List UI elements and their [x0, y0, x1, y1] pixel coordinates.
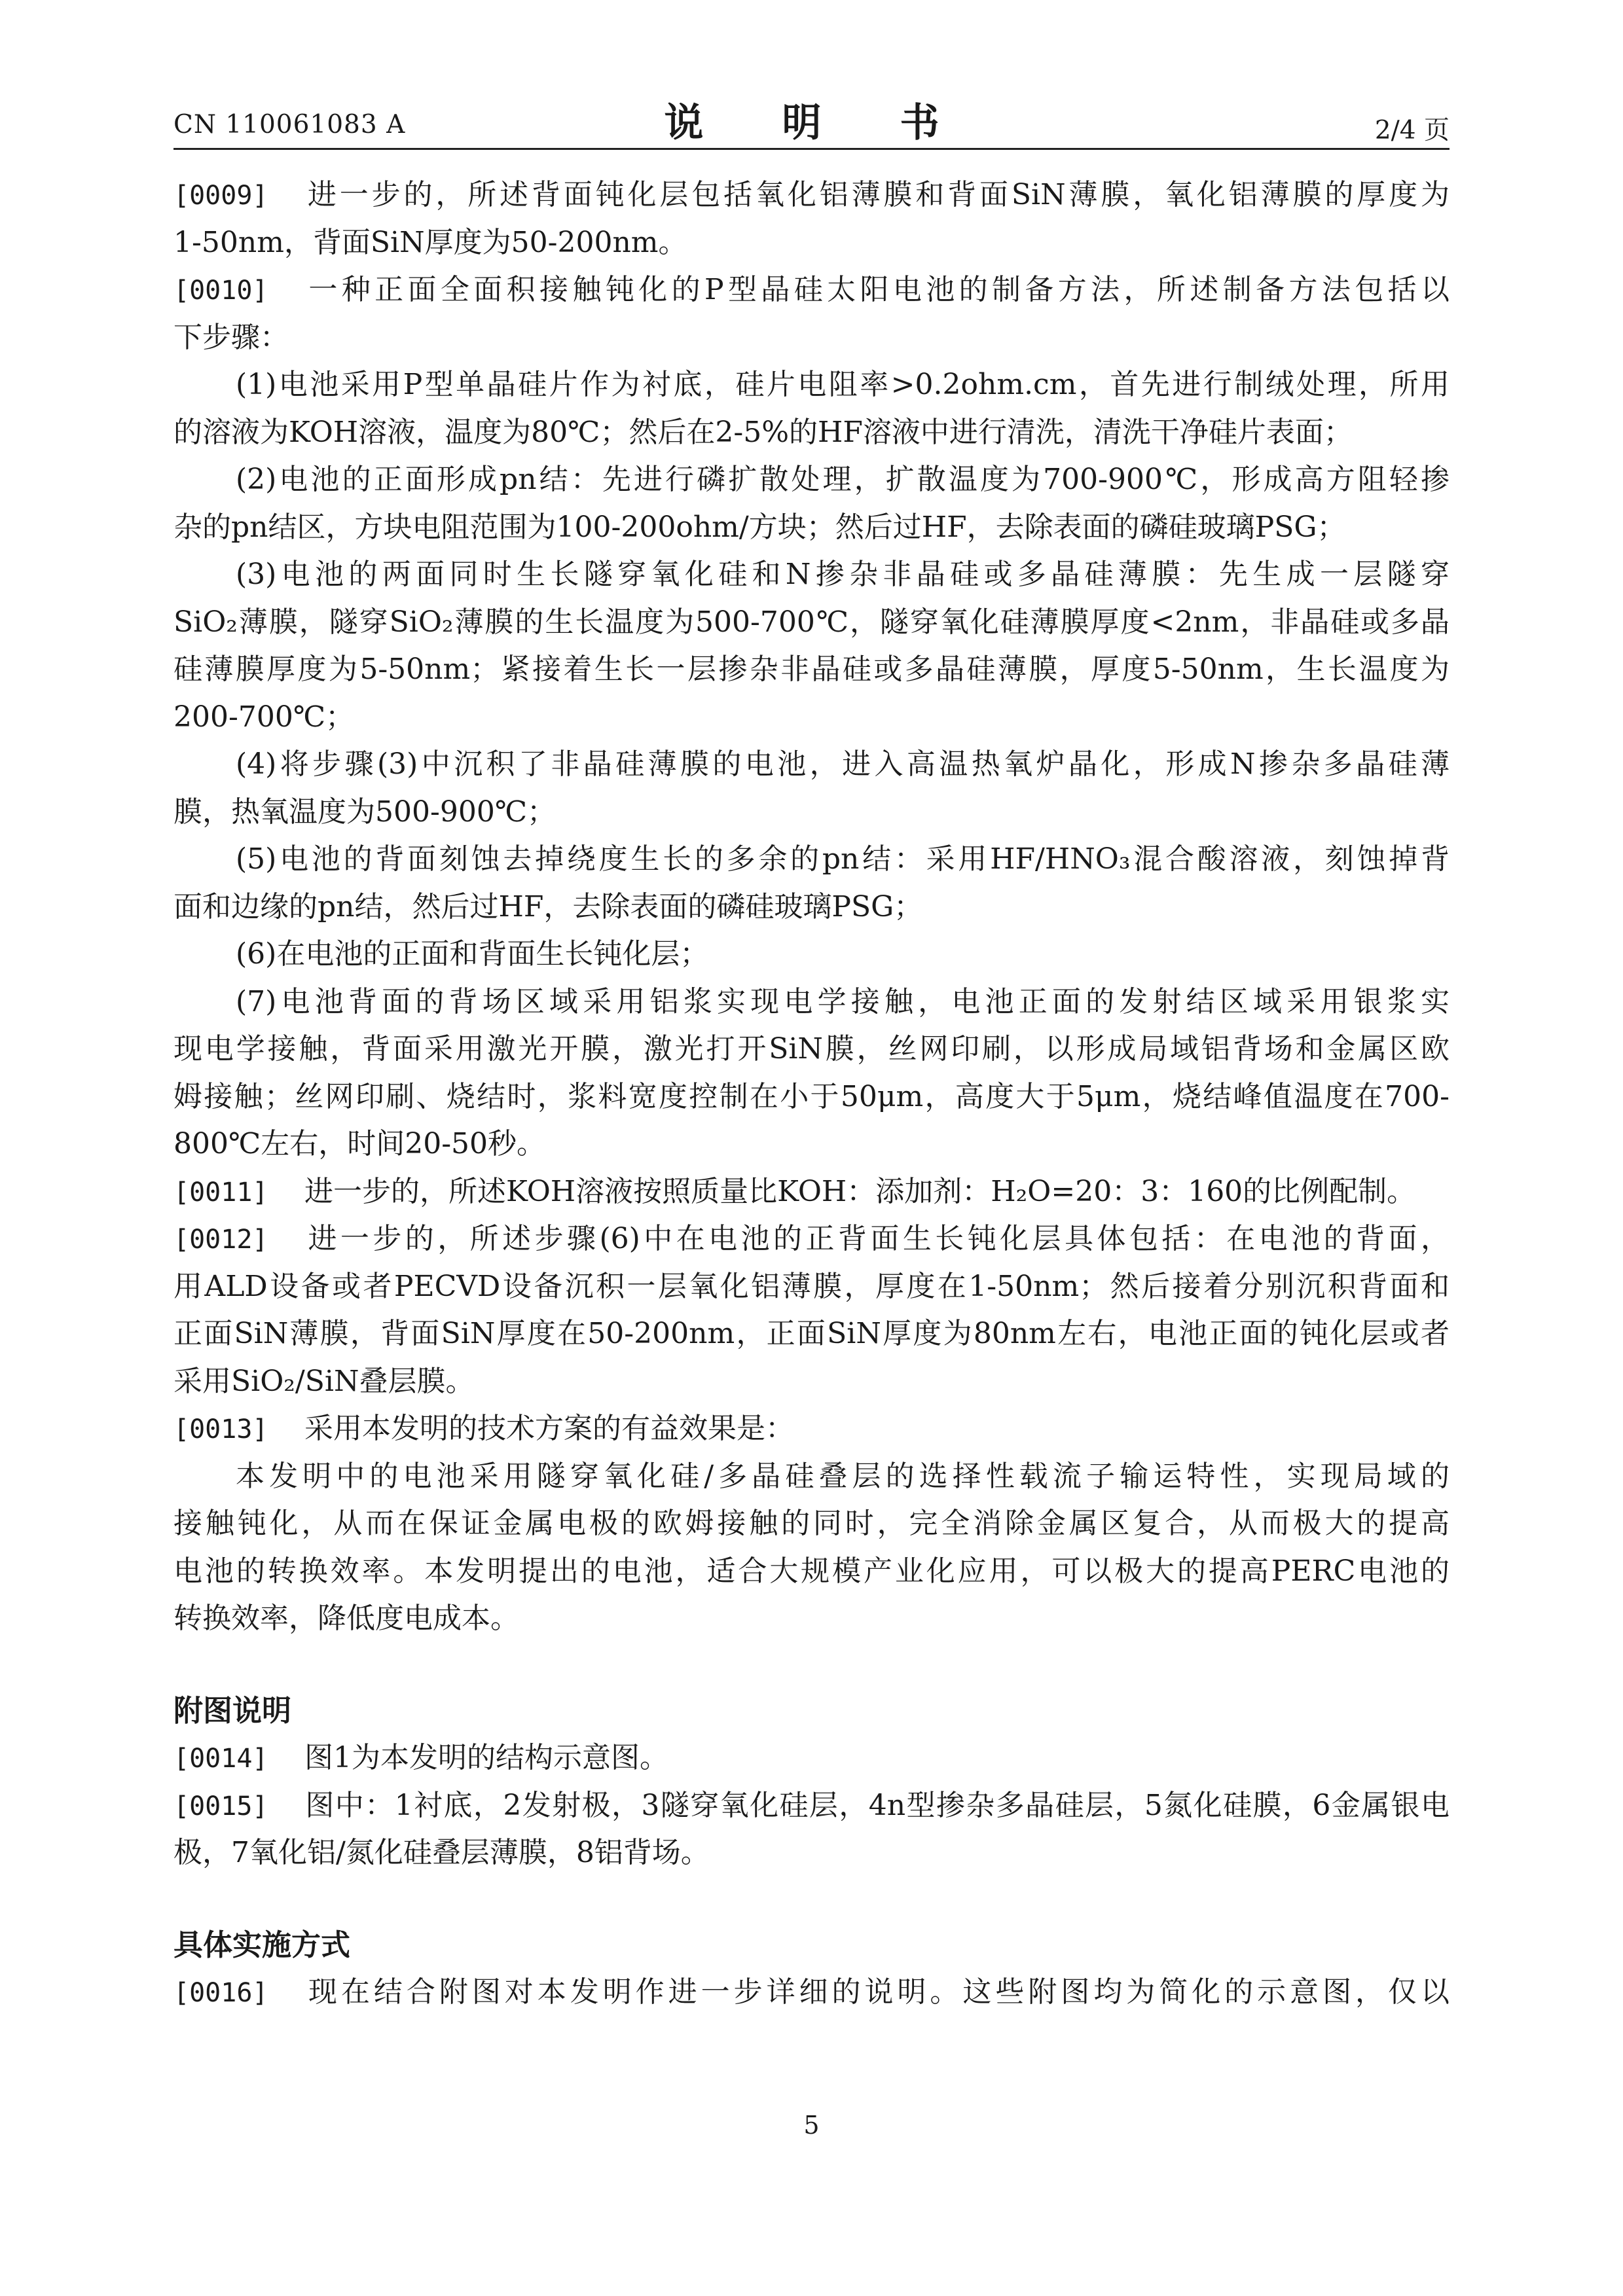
line-text: 姆接触；丝网印刷、烧结时，浆料宽度控制在小于50μm，高度大于5μm，烧结峰值温度在700-: [173, 1079, 1450, 1113]
line-text: 1-50nm，背面SiN厚度为50-200nm。: [173, 225, 687, 259]
text-line: [173, 551, 1450, 599]
text-line: [173, 1358, 1450, 1406]
text-line: [173, 1026, 1450, 1073]
text-line: [173, 1405, 1450, 1453]
text-line: [173, 931, 1450, 978]
line-text: 采用SiO₂/SiN叠层膜。: [173, 1364, 475, 1398]
text-line: [173, 504, 1450, 552]
text-line: [173, 789, 1450, 836]
text-line: [173, 219, 1450, 267]
text-line: [173, 741, 1450, 789]
section-gap: [173, 1643, 1450, 1687]
paragraph-number: [0015]: [173, 1791, 268, 1821]
line-text: 进一步的，所述步骤(6)中在电池的正背面生长钝化层具体包括：在电池的背面，: [304, 1222, 1450, 1255]
line-text: 用ALD设备或者PECVD设备沉积一层氧化铝薄膜，厚度在1-50nm；然后接着分别沉积背面和: [173, 1269, 1450, 1303]
text-line: [173, 1829, 1450, 1877]
text-line: [173, 646, 1450, 694]
line-text: 面和边缘的pn结，然后过HF，去除表面的磷硅玻璃PSG；: [173, 889, 923, 924]
paragraph-number: [0012]: [173, 1225, 268, 1255]
paragraph-number: [0013]: [173, 1414, 268, 1444]
page-number: 5: [803, 2111, 820, 2140]
text-line: [173, 1215, 1450, 1263]
line-text: 图1为本发明的结构示意图。: [304, 1741, 668, 1774]
line-text: 800℃左右，时间20-50秒。: [173, 1127, 546, 1160]
section-heading: 附图说明: [173, 1693, 292, 1728]
line-text: 电池的转换效率。本发明提出的电池，适合大规模产业化应用，可以极大的提高PERC电池的: [173, 1554, 1450, 1588]
text-line: [173, 1263, 1450, 1311]
section-heading: 具体实施方式: [173, 1927, 351, 1962]
text-line: [173, 171, 1450, 219]
paragraph-number: [0010]: [173, 276, 268, 306]
doc-id: CN 110061083 A: [173, 110, 406, 139]
text-line: [173, 456, 1450, 504]
line-text: 的溶液为KOH溶液，温度为80℃；然后在2-5%的HF溶液中进行清洗，清洗干净硅片表面；: [173, 415, 1353, 449]
document-body: [173, 171, 1450, 2017]
text-line: [173, 978, 1450, 1026]
text-line: [173, 1310, 1450, 1358]
line-text: 下步骤：: [173, 320, 289, 354]
line-text: 200-700℃；: [173, 700, 355, 734]
line-text: 一种正面全面积接触钝化的P型晶硅太阳电池的制备方法，所述制备方法包括以: [304, 273, 1450, 306]
line-text: 极，7氧化铝/氮化硅叠层薄膜，8铝背场。: [173, 1836, 710, 1869]
text-line: [173, 1121, 1450, 1168]
line-text: SiO₂薄膜，隧穿SiO₂薄膜的生长温度为500-700℃，隧穿氧化硅薄膜厚度<2nm，非晶硅或多晶: [173, 605, 1450, 639]
text-line: [173, 409, 1450, 457]
line-text: 转换效率，降低度电成本。: [173, 1602, 519, 1635]
text-line: [173, 1595, 1450, 1643]
line-text: 进一步的，所述KOH溶液按照质量比KOH：添加剂：H₂O=20：3：160的比例配制。: [304, 1174, 1416, 1208]
page-indicator: 2/4 页: [1374, 116, 1450, 145]
text-line: [173, 694, 1450, 742]
line-text: 现在结合附图对本发明作进一步详细的说明。这些附图均为简化的示意图，仅以: [304, 1975, 1450, 2009]
line-text: (3)电池的两面同时生长隧穿氧化硅和N掺杂非晶硅或多晶硅薄膜：先生成一层隧穿: [236, 558, 1450, 591]
line-text: (1)电池采用P型单晶硅片作为衬底，硅片电阻率>0.2ohm.cm，首先进行制绒处理，所用: [236, 368, 1450, 401]
line-text: 接触钝化，从而在保证金属电极的欧姆接触的同时，完全消除金属区复合，从而极大的提高: [173, 1507, 1450, 1540]
header-divider: [173, 148, 1450, 150]
paragraph-number: [0014]: [173, 1744, 268, 1774]
line-text: (4)将步骤(3)中沉积了非晶硅薄膜的电池，进入高温热氧炉晶化，形成N掺杂多晶硅薄: [236, 747, 1450, 781]
text-line: [173, 1782, 1450, 1830]
line-text: 现电学接触，背面采用激光开膜，激光打开SiN膜，丝网印刷，以形成局域铝背场和金属区欧: [173, 1032, 1450, 1066]
text-line: [173, 1453, 1450, 1501]
text-line: [173, 1168, 1450, 1216]
section-gap: [173, 1877, 1450, 1922]
line-text: 硅薄膜厚度为5-50nm；紧接着生长一层掺杂非晶硅或多晶硅薄膜，厚度5-50nm，生长温度为: [173, 653, 1450, 686]
line-text: 杂的pn结区，方块电阻范围为100-200ohm/方块；然后过HF，去除表面的磷硅玻璃PSG；: [173, 510, 1346, 544]
page-title: 说 明 书: [664, 100, 959, 146]
line-text: (7)电池背面的背场区域采用铝浆实现电学接触，电池正面的发射结区域采用银浆实: [236, 984, 1450, 1018]
text-line: [173, 1548, 1450, 1596]
paragraph-number: [0009]: [173, 181, 268, 211]
text-line: [173, 1073, 1450, 1121]
text-line: [173, 1500, 1450, 1548]
line-text: 图中：1衬底，2发射极，3隧穿氧化硅层，4n型掺杂多晶硅层，5氮化硅膜，6金属银电: [304, 1788, 1450, 1822]
text-line: [173, 314, 1450, 362]
line-text: 采用本发明的技术方案的有益效果是：: [304, 1412, 794, 1445]
line-text: (2)电池的正面形成pn结：先进行磷扩散处理，扩散温度为700-900℃，形成高方阻轻掺: [236, 463, 1450, 496]
text-line: [173, 1734, 1450, 1782]
line-text: 本发明中的电池采用隧穿氧化硅/多晶硅叠层的选择性载流子输运特性，实现局域的: [236, 1459, 1450, 1493]
line-text: (5)电池的背面刻蚀去掉绕度生长的多余的pn结：采用HF/HNO₃混合酸溶液，刻蚀掉背: [236, 842, 1450, 876]
text-line: [173, 266, 1450, 314]
text-line: [173, 884, 1450, 931]
line-text: (6)在电池的正面和背面生长钝化层；: [236, 937, 709, 971]
text-line: [173, 361, 1450, 409]
text-line: [173, 599, 1450, 647]
line-text: 正面SiN薄膜，背面SiN厚度在50-200nm，正面SiN厚度为80nm左右，电池正面的钝化层或者: [173, 1317, 1450, 1350]
paragraph-number: [0011]: [173, 1177, 268, 1208]
paragraph-number: [0016]: [173, 1978, 268, 2008]
text-line: [173, 1969, 1450, 2017]
line-text: 膜，热氧温度为500-900℃；: [173, 795, 556, 829]
text-line: [173, 836, 1450, 884]
line-text: 进一步的，所述背面钝化层包括氧化铝薄膜和背面SiN薄膜，氧化铝薄膜的厚度为: [304, 178, 1450, 211]
